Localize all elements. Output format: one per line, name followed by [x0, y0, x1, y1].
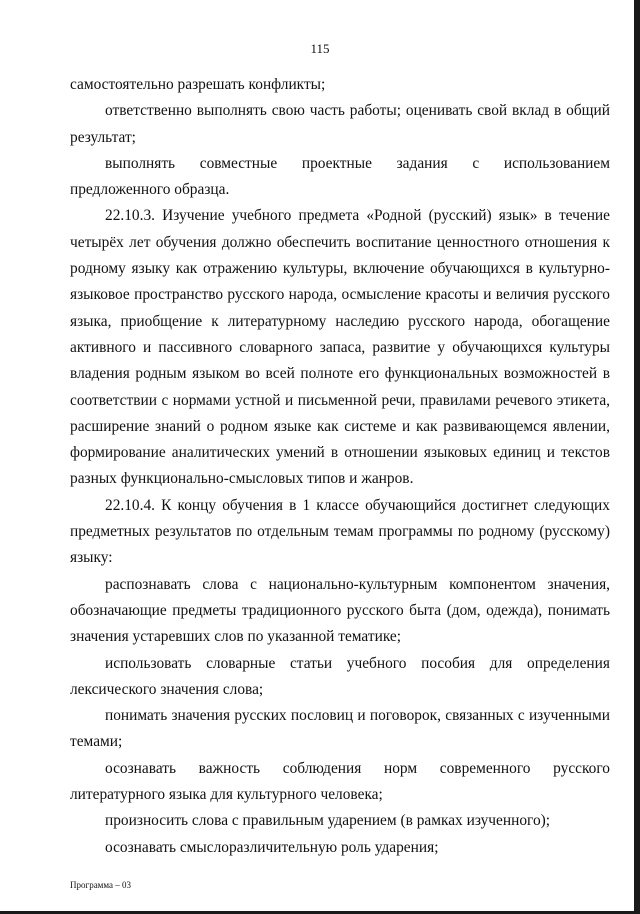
paragraph-6: распознавать слова с национально-культурным компонентом значения, обозначающие предметы традиционного русского быта (дом, одежда), понимать значения устаревших слов по указанной тематике; — [70, 575, 610, 646]
paragraph-10: произносить слова с правильным ударением (в рамках изученного); — [105, 812, 551, 830]
page-number: 115 — [310, 41, 330, 56]
scan-edge-right — [634, 0, 640, 914]
paragraph-7: использовать словарные статьи учебного пособия для определения лексического значения слова; — [70, 654, 610, 698]
document-body — [70, 72, 610, 861]
paragraph-4: 22.10.3. Изучение учебного предмета «Родной (русский) язык» в течение четырёх лет обучения должно обеспечить воспитание ценностного отношения к родному языку как отражению культуры, включение обучающихся в культурно-языковое пространство русского народа, осмысление красоты и величия русского языка, приобщение к литературному наследию русского народа, обогащение активного и пассивного словарного запаса, развитие у обучающихся культуры владения родным языком во всей полноте его функциональных возможностей в соответствии с нормами устной и письменной речи, правилами речевого этикета, расширение знаний о родном языке как системе и как развивающемся явлении, формирование аналитических умений в отношении языковых единиц и текстов разных функционально-смысловых типов и жанров. — [70, 207, 610, 488]
paragraph-8: понимать значения русских пословиц и поговорок, связанных с изученными темами; — [70, 707, 610, 751]
paragraph-1: самостоятельно разрешать конфликты; — [70, 76, 326, 93]
paragraph-3: выполнять совместные проектные задания с использованием предложенного образца. — [70, 154, 610, 199]
paragraph-11: осознавать смыслоразличительную роль ударения; — [105, 838, 439, 856]
paragraph-2: ответственно выполнять свою часть работы; оценивать свой вклад в общий результат; — [70, 102, 610, 146]
paragraph-9: осознавать важность соблюдения норм современного русского литературного языка для культурного человека; — [70, 759, 610, 804]
footer-label: Программа – 03 — [70, 880, 132, 890]
paragraph-5: 22.10.4. К концу обучения в 1 классе обучающийся достигнет следующих предметных результатов по отдельным темам программы по родному (русскому) языку: — [70, 496, 610, 567]
